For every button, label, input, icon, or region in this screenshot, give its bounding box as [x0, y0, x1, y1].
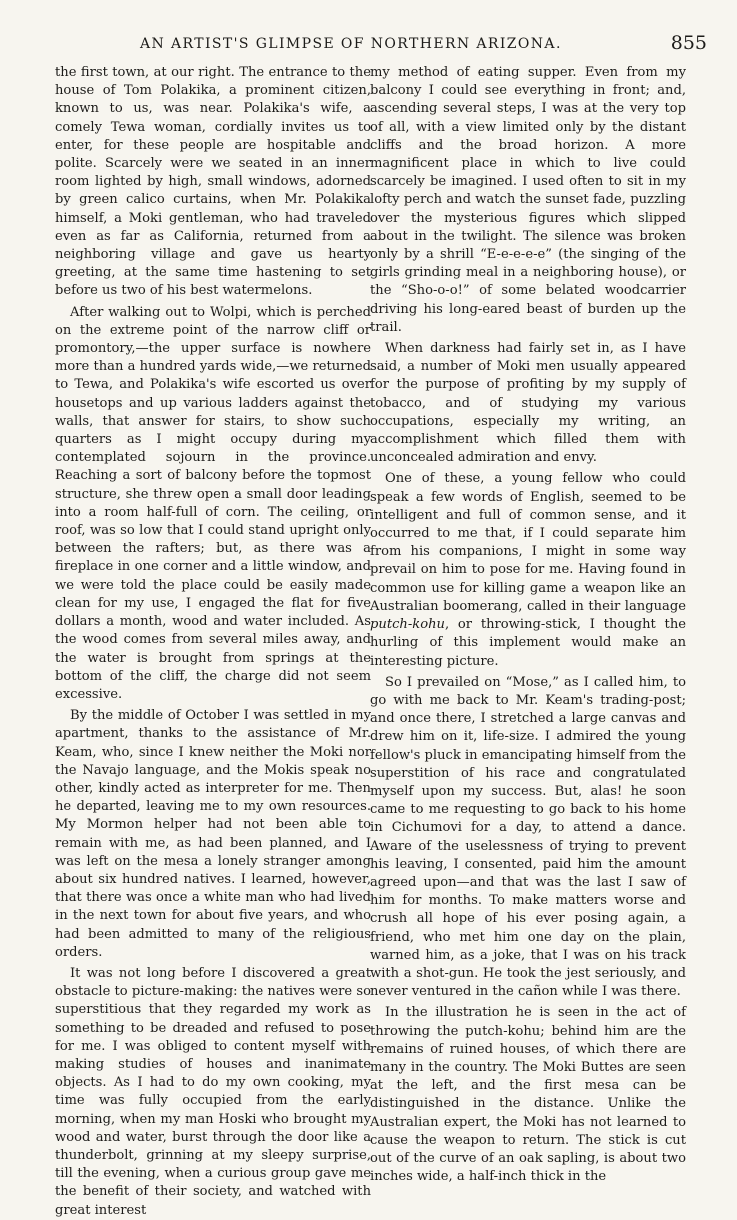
paragraph: By the middle of October I was settled in my apartment, thanks to the assistance of Mr. Keam, who, since I knew neither the Moki nor the Navajo language, and the Mokis speak no other, kindly acted as interpreter for me. Then he departed, leaving me to my own resources. My Mormon helper had not been able to remain with me, as had been planned, and I was left on the mesa a lonely stranger among about six hundred natives. I learned, however, that there was once a white man who had lived in the next town for about five years, and who had been admitted to many of the religious orders. — [55, 708, 371, 960]
paragraph: my method of eating supper. Even from my balcony I could see everything in front; and, ascending several steps, I was at the very top of all, with a view limited only by the distant cliffs and the broad horizon. A more magnificent place in which to live could scarcely be imagined. I used often to sit in my lofty perch and watch the sunset fade, puzzling over the mysterious figures which slipped about in the twilight. The silence was broken only by a shrill “E-e-e-e-e” (the singing of the girls grinding meal in a neighboring house), or the “Sho-o-o!” of some belated woodcarrier driving his long-eared beast of burden up the trail. — [370, 65, 686, 335]
paragraph: After walking out to Wolpi, which is perched on the extreme point of the narrow cliff or promontory,—the upper surface is nowhere more than a hundred yards wide,—we returned to Tewa, and Polakika's wife escorted us over housetops and up various ladders against the walls, that answer for stairs, to show such quarters as I might occupy during my contemplated sojourn in the province. Reaching a sort of balcony before the topmost structure, she threw open a small door leading into a room half-full of corn. The ceiling, or roof, was so low that I could stand upright only between the rafters; but, as there was a fireplace in one corner and a little window, and we were told the place could be easily made clean for my use, I engaged the flat for five dollars a month, wood and water included. As the wood comes from several miles away, and the water is brought from springs at the bottom of the cliff, the charge did not seem excessive. — [55, 304, 371, 702]
italic-term: putch-kohu — [370, 617, 445, 633]
paragraph: In the illustration he is seen in the act of throwing the putch-kohu; behind him are the remains of ruined houses, of which there are many in the country. The Moki Buttes are seen at the left, and the first mesa can be distinguished in the distance. Unlike the Australian expert, the Moki has not learned to cause the weapon to return. The stick is cut out of the curve of an oak sapling, is about two inches wide, a half-inch thick in the — [370, 1005, 686, 1185]
paragraph: So I prevailed on “Mose,” as I called him, to go with me back to Mr. Keam's trading-post; and once there, I stretched a large canvas and drew him on it, life-size. I admired the young fellow's pluck in emancipating himself from the superstition of his race and congratulated myself upon my success. But, alas! he soon came to me requesting to go back to his home in Cichumovi for a day, to attend a dance. Aware of the uselessness of trying to prevent his leaving, I consented, paid him the amount agreed upon—and that was the last I saw of him for months. To make matters worse and crush all hope of his ever posing again, a friend, who met him one day on the plain, warned him, as a joke, that I was on his track with a shot-gun. He took the jest seriously, and never ventured in the cañon while I was there. — [370, 674, 687, 1000]
paragraph: the first town, at our right. The entrance to the house of Tom Polakika, a prominent citizen, known to us, was near. Polakika's wife, a comely Tewa woman, cordially invites us to enter, for these people are hospitable and polite. Scarcely were we seated in an inner room lighted by high, small windows, adorned by green calico curtains, when Mr. Polakika himself, a Moki gentleman, who had traveled even as far as California, returned from a neighboring village and gave us hearty greeting, at the same time hastening to set before us two of his best watermelons. — [55, 65, 371, 299]
paragraph-text: One of these, a young fellow who could speak a few words of English, seemed to be intelligent and full of common sense, and it occurred to me that, if I could separate him from his companions, I might in some way prevail on him to pose for me. Having found in common use for killing game a weapon like an Australian boomerang, called in their language — [370, 471, 686, 614]
page-number: 855 — [670, 32, 707, 54]
right-column — [370, 64, 686, 1186]
paragraph: When darkness had fairly set in, as I have said, a number of Moki men usually appeared for the purpose of profiting by my supply of tobacco, and of studying my various occupations, especially my writing, an accomplishment which filled them with unconcealed admiration and envy. — [370, 341, 686, 466]
left-column — [55, 64, 371, 1220]
page-header — [40, 32, 707, 62]
paragraph — [370, 470, 686, 670]
paragraph: It was not long before I discovered a great obstacle to picture-making: the natives were so superstitious that they regarded my work as something to be dreaded and refused to pose for me. I was obliged to content myself with making studies of houses and inanimate objects. As I had to do my own cooking, my time was fully occupied from the early morning, when my man Hoski who brought my wood and water, burst through the door like a thunderbolt, grinning at my sleepy surprise, till the evening, when a curious group gave me the benefit of their society, and watched with great interest — [55, 965, 371, 1218]
paragraph-text: , or throwing-stick, I thought the hurling of this implement would make an interesting picture. — [370, 617, 686, 669]
running-title: AN ARTIST'S GLIMPSE OF NORTHERN ARIZONA. — [140, 36, 562, 52]
